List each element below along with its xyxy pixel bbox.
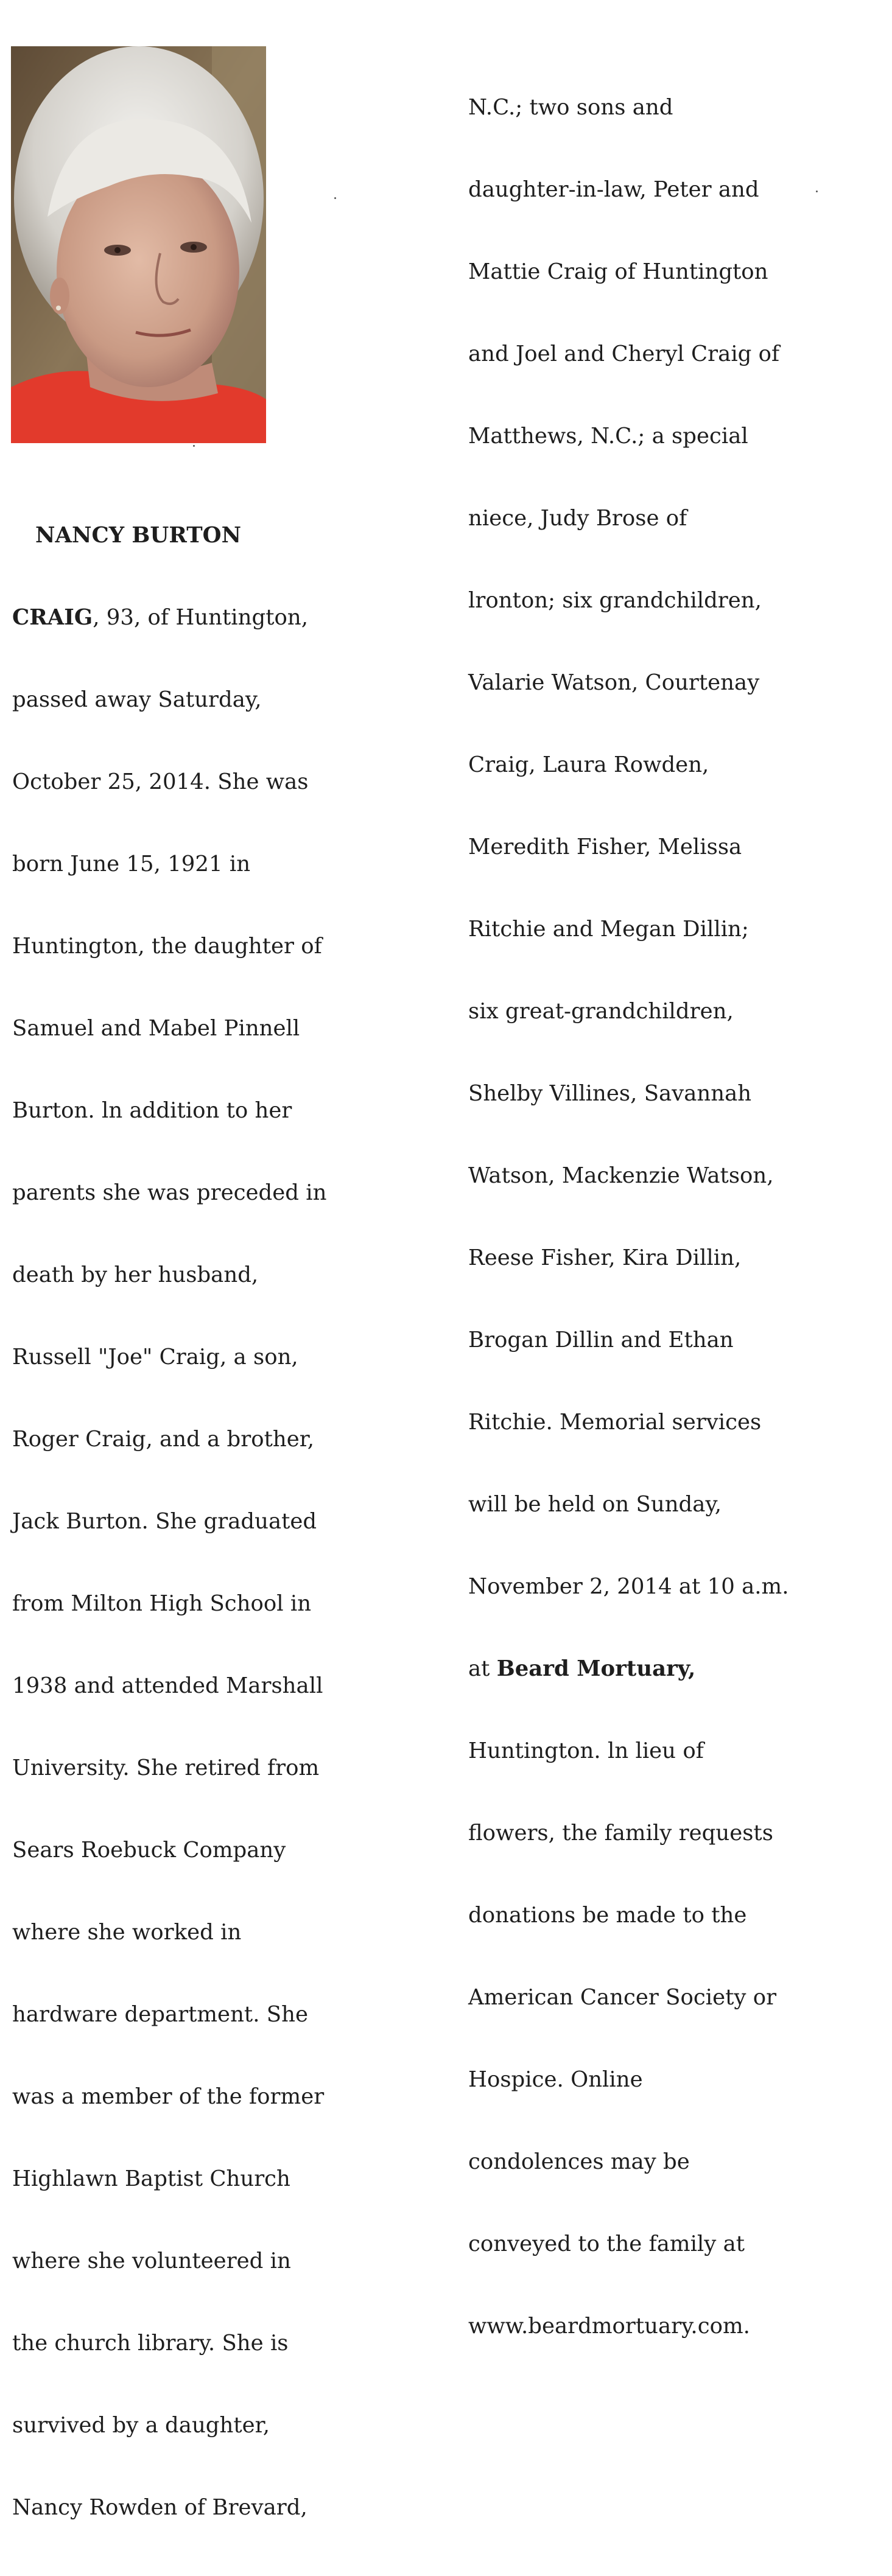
text-line: niece, Judy Brose of [468,506,687,531]
text-line: Huntington. ln lieu of [468,1738,704,1763]
text-line: Brogan Dillin and Ethan [468,1328,734,1353]
text-line: was a member of the former [12,2084,325,2109]
text-line: flowers, the family requests [468,1821,773,1846]
name-line-1 [12,522,326,549]
text-line: Hospice. Online [468,2067,643,2092]
text-line: survived by a daughter, [12,2413,270,2438]
portrait-photo-drawing [11,46,266,443]
text-line: Watson, Mackenzie Watson, [468,1163,774,1188]
text-line: Nancy Rowden of Brevard, [12,2495,307,2520]
text-line: American Cancer Society or [468,1985,777,2010]
deceased-name-first: NANCY BURTON [35,523,242,548]
text-line: October 25, 2014. She was [12,769,309,794]
text-line: University. She retired from [12,1755,320,1780]
website-line: www.beardmortuary.com. [468,2314,750,2339]
text-line: N.C.; two sons and [468,95,673,120]
text-line: Roger Craig, and a brother, [12,1427,315,1452]
text-line: Burton. ln addition to her [12,1098,292,1123]
text-line: passed away Saturday, [12,687,262,712]
scan-speck [816,191,818,192]
text-line: Highlawn Baptist Church [12,2166,290,2191]
text-line: and Joel and Cheryl Craig of [468,341,780,366]
text-line: Jack Burton. She graduated [12,1509,317,1534]
text-line: Ritchie. Memorial services [468,1410,762,1435]
right-text-column [468,39,789,2395]
text-line: born June 15, 1921 in [12,852,251,877]
left-text-column [12,467,326,2576]
text-line: lronton; six grandchildren, [468,588,762,613]
text-line: where she worked in [12,1920,242,1945]
text-line: from Milton High School in [12,1591,312,1616]
text-line: Mattie Craig of Huntington [468,259,768,284]
text-line: Ritchie and Megan Dillin; [468,917,749,942]
text-line: the church library. She is [12,2331,289,2356]
mortuary-prefix: at [468,1656,497,1681]
scan-speck [193,445,195,447]
text-line: Matthews, N.C.; a special [468,424,748,449]
text-line: will be held on Sunday, [468,1492,722,1517]
text-line: Huntington, the daughter of [12,934,322,959]
text-line: Samuel and Mabel Pinnell [12,1016,300,1041]
text-line: Russell "Joe" Craig, a son, [12,1345,298,1370]
text-line: conveyed to the family at [468,2231,745,2256]
text-line: parents she was preceded in [12,1180,327,1205]
text-line: where she volunteered in [12,2249,291,2273]
name-line-2 [12,604,326,631]
text-line: death by her husband, [12,1262,259,1287]
text-line: Sears Roebuck Company [12,1838,286,1863]
portrait-photo [11,46,266,443]
mortuary-name: Beard Mortuary, [496,1656,696,1681]
text-line: Meredith Fisher, Melissa [468,835,742,859]
text-line: six great-grandchildren, [468,999,734,1024]
mortuary-line [468,1655,789,1682]
age-residence-text: , 93, of Huntington, [93,605,309,630]
text-line: Valarie Watson, Courtenay [468,670,760,695]
text-line: condolences may be [468,2149,690,2174]
text-line: Craig, Laura Rowden, [468,752,709,777]
text-line: donations be made to the [468,1903,747,1928]
text-line: 1938 and attended Marshall [12,1673,323,1698]
text-line: daughter-in-law, Peter and [468,177,759,202]
deceased-name-last: CRAIG [12,605,93,630]
text-line: Shelby Villines, Savannah [468,1081,752,1106]
text-line: Reese Fisher, Kira Dillin, [468,1245,742,1270]
text-line: hardware department. She [12,2002,308,2027]
text-line: November 2, 2014 at 10 a.m. [468,1574,789,1599]
scan-speck [334,197,336,199]
